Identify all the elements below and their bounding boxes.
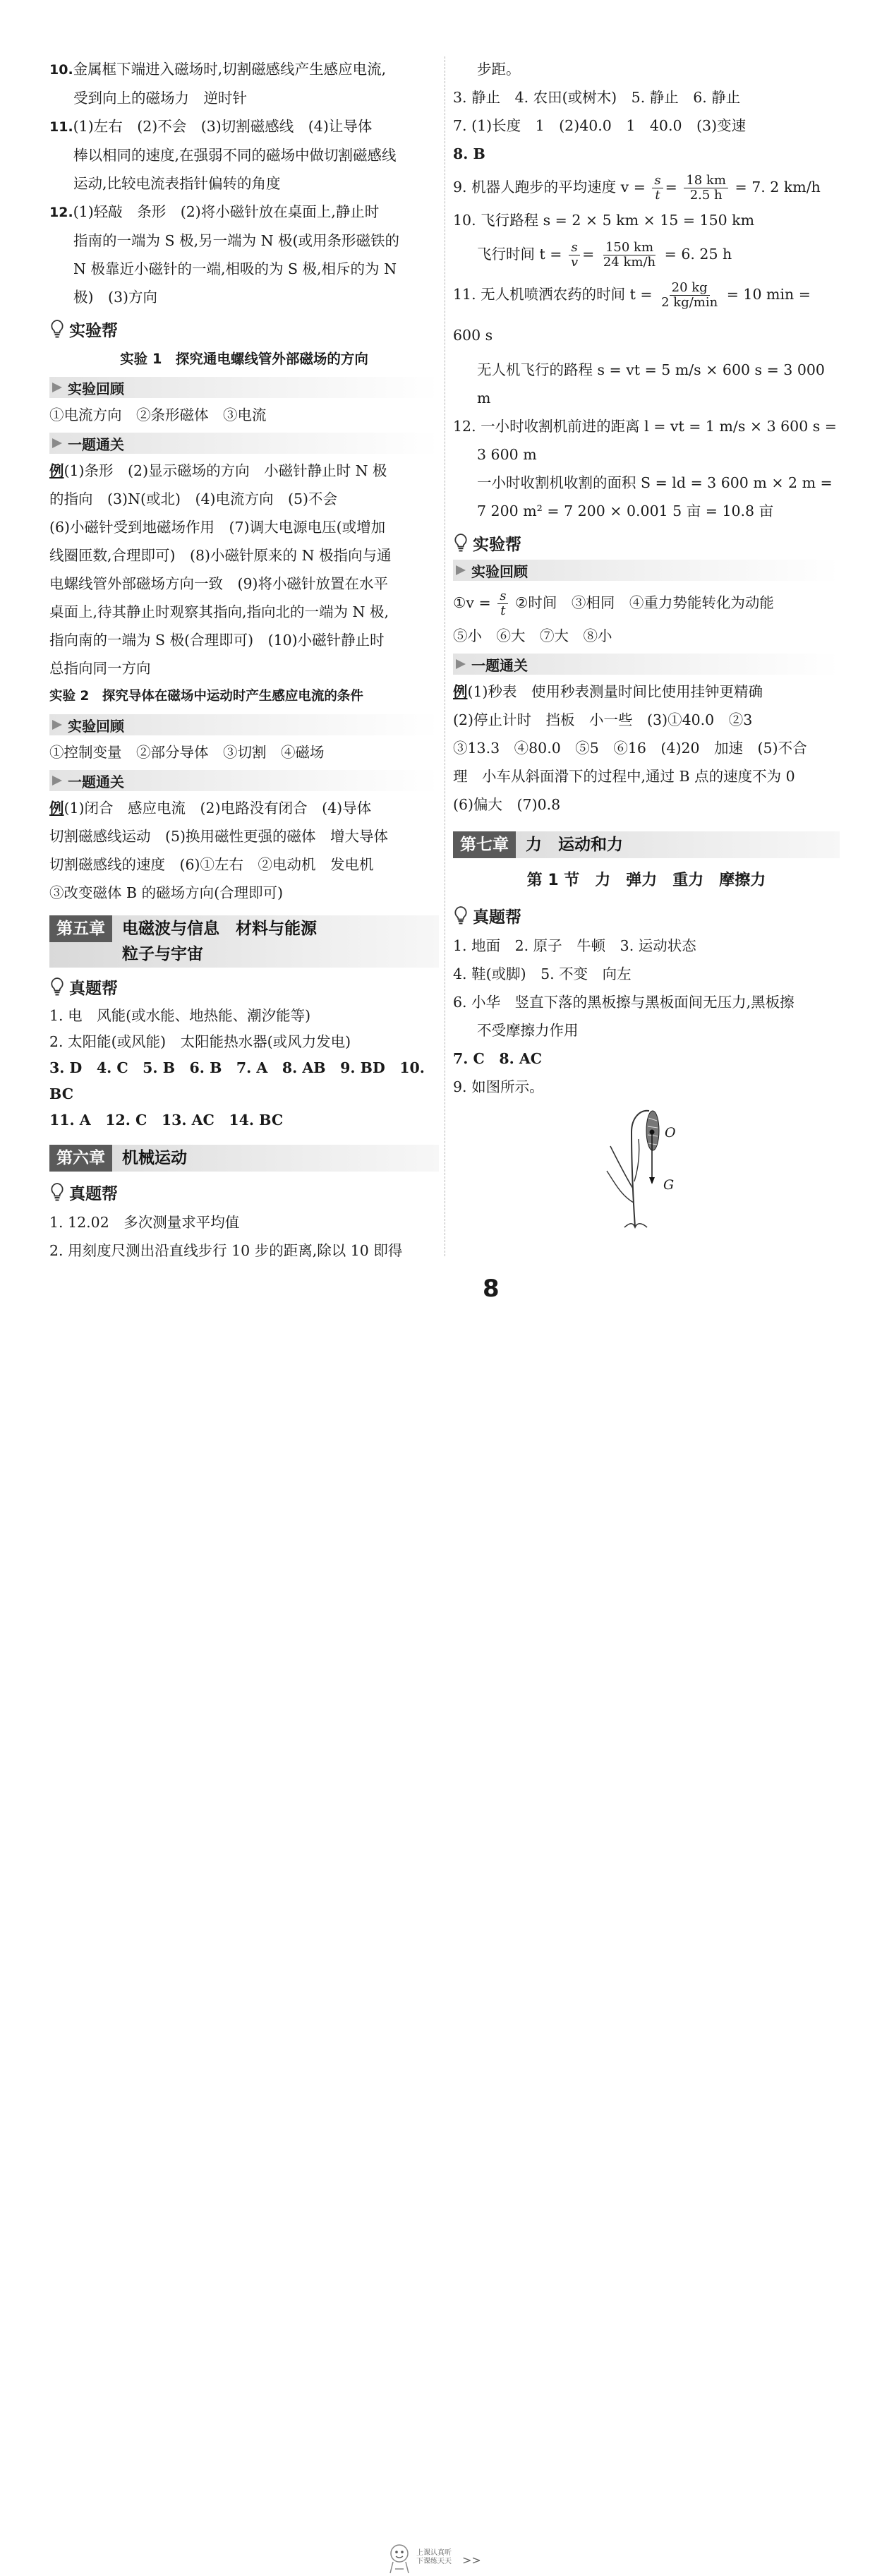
ch5-answer: 11. A 12. C 13. AC 14. BC	[49, 1112, 284, 1128]
pass-heading: 一题通关	[453, 654, 840, 675]
answer-12-area: 一小时收割机收割的面积 S = ld = 3 600 m × 2 m =	[477, 474, 833, 491]
exp2-ex-line: 例(1)闭合 感应电流 (2)电路没有闭合 (4)导体	[49, 800, 372, 817]
answer-12-cont: 3 600 m	[477, 446, 537, 463]
fraction: $\frac{s}{t}$	[497, 589, 508, 618]
triangle-icon	[52, 720, 62, 730]
triangle-icon	[52, 383, 62, 392]
review-heading: 实验回顾	[49, 714, 439, 735]
ex-line: (6)偏大 (7)0.8	[453, 796, 561, 813]
answer-12-area-cont: 7 200 m² = 7 200 × 0.001 5 亩 = 10.8 亩	[477, 502, 774, 519]
exp1-ex-line: 电螺线管外部磁场方向一致 (9)将小磁针放置在水平	[49, 575, 389, 592]
exp2-review: ①控制变量 ②部分导体 ③切割 ④磁场	[49, 744, 325, 761]
lightbulb-icon	[49, 977, 65, 997]
answer-10: 10. 飞行路程 s = 2 × 5 km × 15 = 150 km	[453, 212, 755, 229]
review-heading: 实验回顾	[453, 560, 840, 581]
chapter-7-title: 力 运动和力	[526, 836, 623, 854]
left-column	[49, 55, 439, 1265]
answer-11: 11.(1)左右 (2)不会 (3)切割磁感线 (4)让导体	[49, 118, 373, 135]
right-column	[453, 55, 840, 1235]
exp1-ex-line: 的指向 (3)N(或北) (4)电流方向 (5)不会	[49, 490, 338, 507]
review-answers: ①v = $\frac{s}{t}$ ②时间 ③相同 ④重力势能转化为动能	[453, 589, 774, 618]
triangle-icon	[52, 776, 62, 786]
lightbulb-icon	[49, 319, 65, 339]
answer-11-cont2: 运动,比较电流表指针偏转的角度	[73, 175, 281, 192]
exp2-ex-line: ③改变磁体 B 的磁场方向(合理即可)	[49, 884, 284, 901]
ch7-answer: 不受摩擦力作用	[477, 1022, 579, 1039]
section-1-title: 第 1 节 力 弹力 重力 摩擦力	[526, 872, 766, 889]
fraction: $\frac{s}{t}$	[652, 174, 663, 203]
exp2-ex-line: 切割磁感线的速度 (6)①左右 ②电动机 发电机	[49, 856, 374, 873]
experiment-1-title: 实验 1 探究通电螺线管外部磁场的方向	[120, 351, 368, 367]
exp1-review: ①电流方向 ②条形磁体 ③电流	[49, 407, 267, 423]
lightbulb-icon	[453, 533, 469, 553]
fraction: $\frac{18 km}{2.5 h}$	[684, 174, 728, 203]
exp2-ex-line: 切割磁感线运动 (5)换用磁性更强的磁体 增大导体	[49, 828, 389, 845]
fraction: $\frac{150 km}{24 km/h}$	[603, 240, 656, 270]
page-footer	[0, 1270, 882, 2567]
ch6-answer: 1. 12.02 多次测量求平均值	[49, 1214, 240, 1231]
chapter-6-header	[49, 1145, 439, 1172]
chapter-7-header	[453, 831, 840, 858]
ex-line: 理 小车从斜面滑下的过程中,通过 B 点的速度不为 0	[453, 768, 795, 785]
footer-arrows: >>	[462, 2553, 481, 2567]
ex-line: 例(1)秒表 使用秒表测量时间比使用挂钟更精确	[453, 683, 763, 700]
answer-10: 10.金属框下端进入磁场时,切割磁感线产生感应电流,	[49, 61, 387, 78]
triangle-icon	[456, 565, 466, 575]
ch6-answer: 2. 用刻度尺测出沿直线步行 10 步的距离,除以 10 即得	[49, 1242, 403, 1259]
experiment-2-title: 实验 2 探究导体在磁场中运动时产生感应电流的条件	[49, 689, 363, 704]
ch5-answer: 1. 电 风能(或水能、地热能、潮汐能等)	[49, 1007, 311, 1024]
label-o: O	[665, 1125, 676, 1140]
mascot-logo-icon	[385, 2541, 414, 2576]
answer-12: 12. 一小时收割机前进的距离 l = vt = 1 m/s × 3 600 s =	[453, 418, 837, 435]
ch5-answer: 3. D 4. C 5. B 6. B 7. A 8. AB 9. BD 10. BC	[49, 1059, 425, 1102]
ch7-answer: 6. 小华 竖直下落的黑板擦与黑板面间无压力,黑板擦	[453, 994, 795, 1011]
lightbulb-icon	[49, 1182, 65, 1202]
pass-heading: 一题通关	[49, 433, 439, 454]
ch7-answer: 7. C 8. AC	[453, 1050, 543, 1067]
exp1-ex-line: 总指向同一方向	[49, 660, 151, 677]
answer-9: 9. 机器人跑步的平均速度 v = $\frac{s}{t}$ = $\frac{18 km}{2.5 h}$ = 7. 2 km/h	[453, 173, 821, 203]
answer-12-cont3: 极) (3)方向	[73, 289, 158, 306]
fraction: $\frac{s}{v}$	[569, 241, 580, 270]
exp1-ex-line: (6)小磁针受到地磁场作用 (7)调大电源电压(或增加	[49, 519, 386, 536]
review-answers-2: ⑤小 ⑥大 ⑦大 ⑧小	[453, 627, 612, 644]
figure-area	[453, 1101, 840, 1235]
exam-help-heading: 真题帮	[453, 902, 840, 929]
chapter-5-tag: 第五章	[49, 915, 112, 942]
exp1-ex-line: 指向南的一端为 S 极(合理即可) (10)小磁针静止时	[49, 632, 385, 649]
page-number: 8	[483, 1275, 500, 1303]
ch7-answer: 4. 鞋(或脚) 5. 不变 向左	[453, 965, 632, 982]
exam-help-heading: 真题帮	[49, 973, 439, 1000]
answer-2-cont: 步距。	[477, 61, 521, 78]
chapter-6-tag: 第六章	[49, 1145, 112, 1172]
answer-12-cont2: N 极靠近小磁针的一端,相吸的为 S 极,相斥的为 N	[73, 260, 397, 277]
footer-slogan: 上课认真听 下课练天天	[416, 2549, 452, 2565]
answer-11-cont: 棒以相同的速度,在强弱不同的磁场中做切割磁感线	[73, 147, 397, 164]
answer-11-distance: 无人机飞行的路程 s = vt = 5 m/s × 600 s = 3 000 m	[477, 361, 825, 407]
triangle-icon	[52, 438, 62, 448]
experiment-help-heading: 实验帮	[49, 315, 439, 342]
chapter-7-tag: 第七章	[453, 831, 516, 858]
fraction: $\frac{20 kg}{2 kg/\min}$	[661, 280, 718, 310]
ch7-answer: 9. 如图所示。	[453, 1078, 544, 1095]
pass-heading: 一题通关	[49, 770, 439, 791]
chapter-5-header	[49, 915, 439, 968]
exp1-ex-line: 桌面上,待其静止时观察其指向,指向北的一端为 N 极,	[49, 603, 389, 620]
review-heading: 实验回顾	[49, 377, 439, 398]
exp1-ex-line: 例(1)条形 (2)显示磁场的方向 小磁针静止时 N 极	[49, 462, 387, 479]
answer-12: 12.(1)轻敲 条形 (2)将小磁针放在桌面上,静止时	[49, 203, 380, 220]
answer-7: 7. (1)长度 1 (2)40.0 1 40.0 (3)变速	[453, 117, 747, 134]
answer-12-cont: 指南的一端为 S 极,另一端为 N 极(或用条形磁铁的	[73, 232, 400, 249]
ch5-answer: 2. 太阳能(或风能) 太阳能热水器(或风力发电)	[49, 1033, 351, 1050]
ex-line: ③13.3 ④80.0 ⑤5 ⑥16 (4)20 加速 (5)不合	[453, 740, 807, 757]
exam-help-heading: 真题帮	[49, 1179, 439, 1205]
answers-3-6: 3. 静止 4. 农田(或树木) 5. 静止 6. 静止	[453, 89, 741, 106]
label-g: G	[663, 1177, 675, 1193]
triangle-icon	[456, 659, 466, 669]
answer-11: 11. 无人机喷洒农药的时间 t = $\frac{20 kg}{2 kg/\min}$ = 10 min = 600 s	[453, 280, 811, 344]
chapter-6-title: 机械运动	[122, 1149, 187, 1167]
chapter-5-title: 电磁波与信息 材料与能源 粒子与宇宙	[122, 920, 317, 963]
answer-8: 8. B	[453, 145, 485, 162]
lightbulb-icon	[453, 905, 469, 925]
ex-line: (2)停止计时 挡板 小一些 (3)①40.0 ②3	[453, 711, 753, 728]
ch7-answer: 1. 地面 2. 原子 牛顿 3. 运动状态	[453, 937, 696, 954]
answer-10-cont: 受到向上的磁场力 逆时针	[73, 90, 247, 107]
experiment-help-heading: 实验帮	[453, 529, 840, 556]
wheat-plant-figure	[596, 1104, 681, 1231]
answer-10-time: 飞行时间 t = $\frac{s}{v}$ = $\frac{150 km}{24 km/h}$ = 6. 25 h	[477, 240, 732, 270]
exp1-ex-line: 线圈匝数,合理即可) (8)小磁针原来的 N 极指向与通	[49, 547, 392, 564]
